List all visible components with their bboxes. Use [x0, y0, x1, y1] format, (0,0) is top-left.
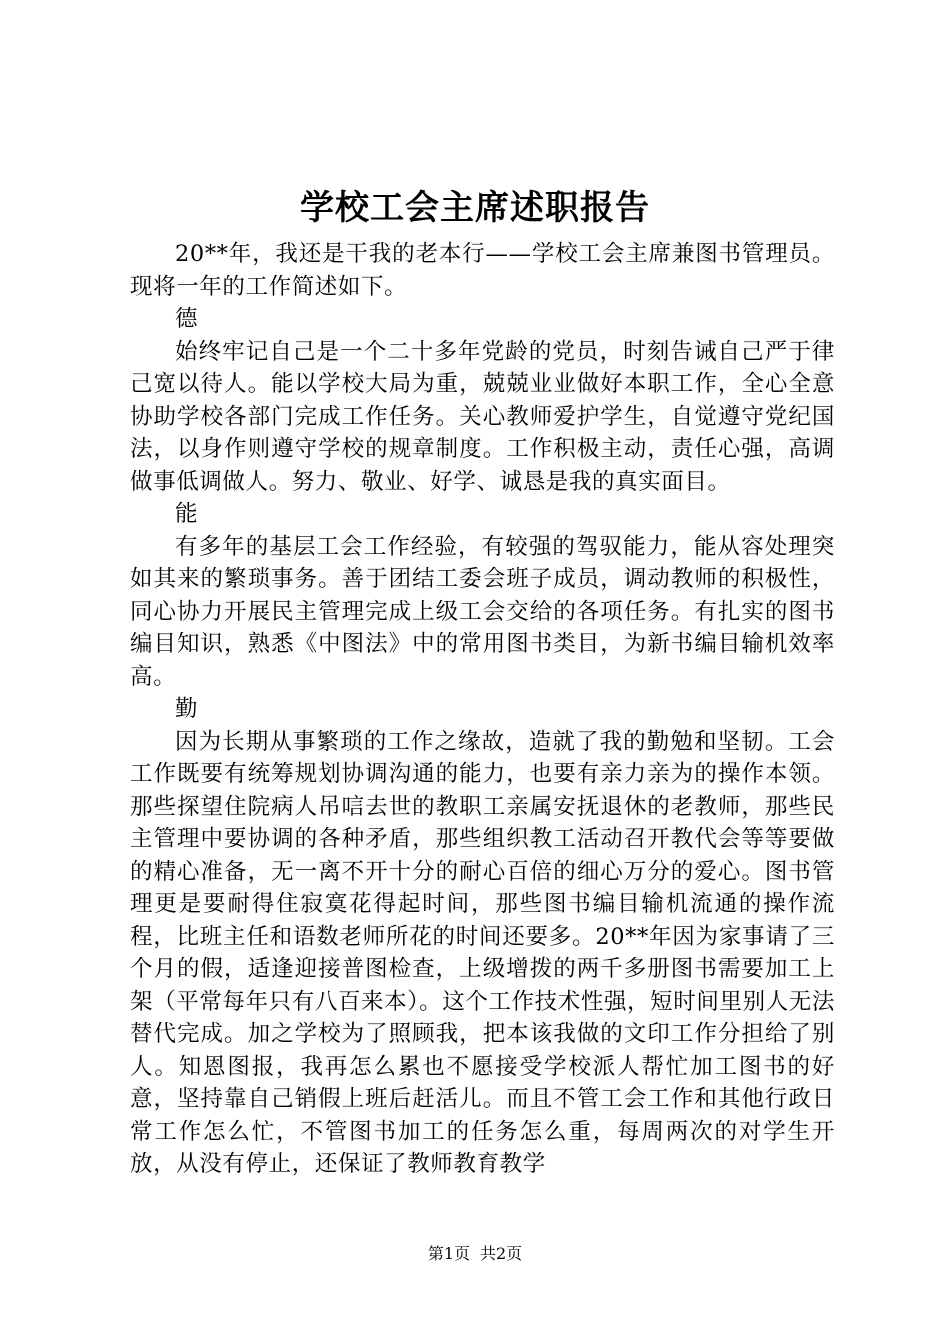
section-paragraph-qin: 因为长期从事繁琐的工作之缘故，造就了我的勤勉和坚韧。工会工作既要有统筹规划协调沟通的能力，也要有亲力亲为的操作本领。那些探望住院病人吊唁去世的教职工亲属安抚退休的老教师，那些民主管理中要协调的各种矛盾，那些组织教工活动召开教代会等等要做的精心准备，无一离不开十分的耐心百倍的细心万分的爱心。图书管理更是要耐得住寂寞花得起时间，那些图书编目输机流通的操作流程，比班主任和语数老师所花的时间还要多。20**年因为家事请了三个月的假，适逢迎接普图检查，上级增拨的两千多册图书需要加工上架（平常每年只有八百来本）。这个工作技术性强，短时间里别人无法替代完成。加之学校为了照顾我，把本该我做的文印工作分担给了别人。知恩图报，我再怎么累也不愿接受学校派人帮忙加工图书的好意，坚持靠自己销假上班后赶活儿。而且不管工会工作和其他行政日常工作怎么忙，不管图书加工的任务怎么重，每周两次的对学生开放，从没有停止，还保证了教师教育教学 — [130, 728, 835, 1177]
section-heading-qin: 勤 — [175, 696, 199, 722]
document-title: 学校工会主席述职报告 — [300, 188, 650, 228]
section-heading-de: 德 — [175, 306, 199, 332]
document-body — [130, 238, 835, 1181]
page-number: 第1页 — [427, 1244, 470, 1263]
section-paragraph-de: 始终牢记自己是一个二十多年党龄的党员，时刻告诫自己严于律己宽以待人。能以学校大局为重，兢兢业业做好本职工作，全心全意协助学校各部门完成工作任务。关心教师爱护学生，自觉遵守党纪国法，以身作则遵守学校的规章制度。工作积极主动，责任心强，高调做事低调做人。努力、敬业、好学、诚恳是我的真实面目。 — [130, 338, 835, 495]
section-paragraph-neng: 有多年的基层工会工作经验，有较强的驾驭能力，能从容处理突如其来的繁琐事务。善于团结工委会班子成员，调动教师的积极性，同心协力开展民主管理完成上级工会交给的各项任务。有扎实的图书编目知识，熟悉《中图法》中的常用图书类目，为新书编目输机效率高。 — [130, 533, 835, 690]
intro-paragraph: 20**年，我还是干我的老本行——学校工会主席兼图书管理员。现将一年的工作简述如下。 — [130, 241, 835, 300]
page-footer — [0, 1242, 950, 1266]
section-heading-neng: 能 — [175, 501, 199, 527]
page-total: 共2页 — [480, 1244, 523, 1263]
